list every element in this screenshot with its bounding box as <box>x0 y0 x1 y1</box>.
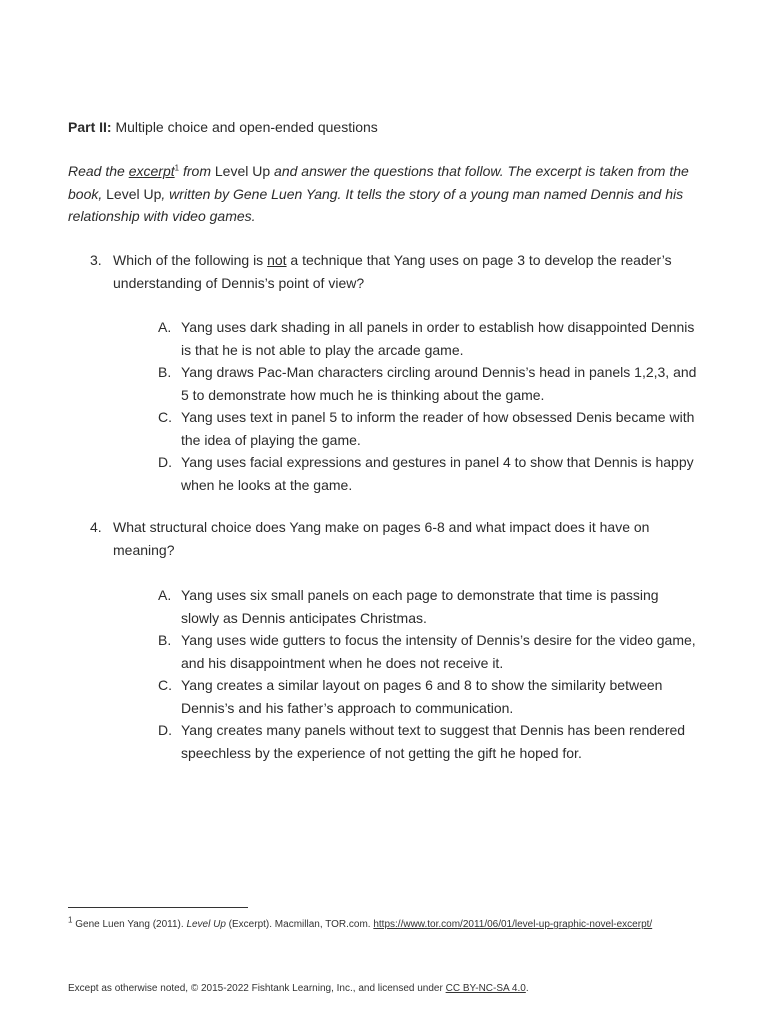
option-text: Yang uses facial expressions and gestures in panel 4 to show that Dennis is happy when he looks at the game. <box>181 454 694 493</box>
footnote-ref: 1 <box>174 163 180 173</box>
footnote-title: Level Up <box>186 919 226 930</box>
option-letter: B. <box>158 364 172 380</box>
intro-text-1: Read the <box>68 163 129 179</box>
question-text: What structural choice does Yang make on pages 6-8 and what impact does it have on meaning? <box>113 519 650 558</box>
option-4d[interactable] <box>158 719 698 764</box>
option-3c[interactable] <box>158 406 698 451</box>
intro-text-2: from <box>179 163 215 179</box>
option-4c[interactable] <box>158 674 698 719</box>
option-text: Yang creates many panels without text to suggest that Dennis has been rendered speechless by the experience of not getting the gift he hoped for. <box>181 722 686 761</box>
option-text: Yang uses dark shading in all panels in order to establish how disappointed Dennis is that he is not able to play the arcade game. <box>181 319 695 358</box>
option-3b[interactable] <box>158 361 698 406</box>
footnote-url-link[interactable]: https://www.tor.com/2011/06/01/level-up-graphic-novel-excerpt/ <box>373 919 653 930</box>
option-letter: A. <box>158 319 172 335</box>
book-title-2: Level Up <box>106 185 162 202</box>
question-3-options <box>158 316 698 496</box>
footnote-text-1: Gene Luen Yang (2011). <box>72 919 187 930</box>
option-letter: D. <box>158 722 172 738</box>
excerpt-link[interactable]: excerpt <box>128 163 175 179</box>
footnote-number: 1 <box>68 915 73 925</box>
license-end: . <box>525 983 529 994</box>
intro-text-3: and answer the questions that follow. The excerpt is taken from the book, <box>68 163 689 202</box>
question-emphasis: not <box>267 252 287 268</box>
option-text: Yang uses wide gutters to focus the intensity of Dennis’s desire for the video game, and his disappointment when he does not receive it. <box>181 632 696 671</box>
question-3 <box>90 249 700 294</box>
option-letter: B. <box>158 632 172 648</box>
part-title: Multiple choice and open-ended questions <box>115 119 378 135</box>
option-text: Yang creates a similar layout on pages 6 and 8 to show the similarity between Dennis’s and his father’s approach to communication. <box>181 677 663 716</box>
question-text-part: Which of the following is <box>113 252 268 268</box>
option-3d[interactable] <box>158 451 698 496</box>
option-text: Yang draws Pac-Man characters circling around Dennis’s head in panels 1,2,3, and 5 to demonstrate how much he is thinking about the game. <box>181 364 697 403</box>
question-text-part: a technique that Yang uses on page 3 to develop the reader’s understanding of Dennis’s point of view? <box>113 252 672 291</box>
question-number: 4. <box>90 519 102 535</box>
license-link[interactable]: CC BY-NC-SA 4.0 <box>445 983 526 994</box>
option-3a[interactable] <box>158 316 698 361</box>
part-heading <box>68 116 378 138</box>
option-text: Yang uses text in panel 5 to inform the reader of how obsessed Denis became with the idea of playing the game. <box>181 409 695 448</box>
option-text: Yang uses six small panels on each page to demonstrate that time is passing slowly as Dennis anticipates Christmas. <box>181 587 659 626</box>
option-letter: C. <box>158 677 172 693</box>
footnote-divider <box>68 907 248 908</box>
question-4-options <box>158 584 698 764</box>
question-4 <box>90 516 700 561</box>
book-title: Level Up <box>214 163 271 179</box>
intro-paragraph <box>68 160 708 228</box>
footnote-text-2: (Excerpt). Macmillan, TOR.com. <box>225 919 374 930</box>
question-number: 3. <box>90 252 102 268</box>
intro-text-4: , written by Gene Luen Yang. It tells the story of a young man named Dennis and his relationship with video games. <box>68 185 684 224</box>
question-text <box>113 249 700 294</box>
license-text: Except as otherwise noted, © 2015-2022 Fishtank Learning, Inc., and licensed under <box>68 983 446 994</box>
license-footer <box>68 982 529 996</box>
footnote <box>68 915 653 932</box>
option-4a[interactable] <box>158 584 698 629</box>
option-4b[interactable] <box>158 629 698 674</box>
part-label: Part II: <box>68 119 112 135</box>
option-letter: A. <box>158 587 172 603</box>
option-letter: D. <box>158 454 172 470</box>
option-letter: C. <box>158 409 172 425</box>
